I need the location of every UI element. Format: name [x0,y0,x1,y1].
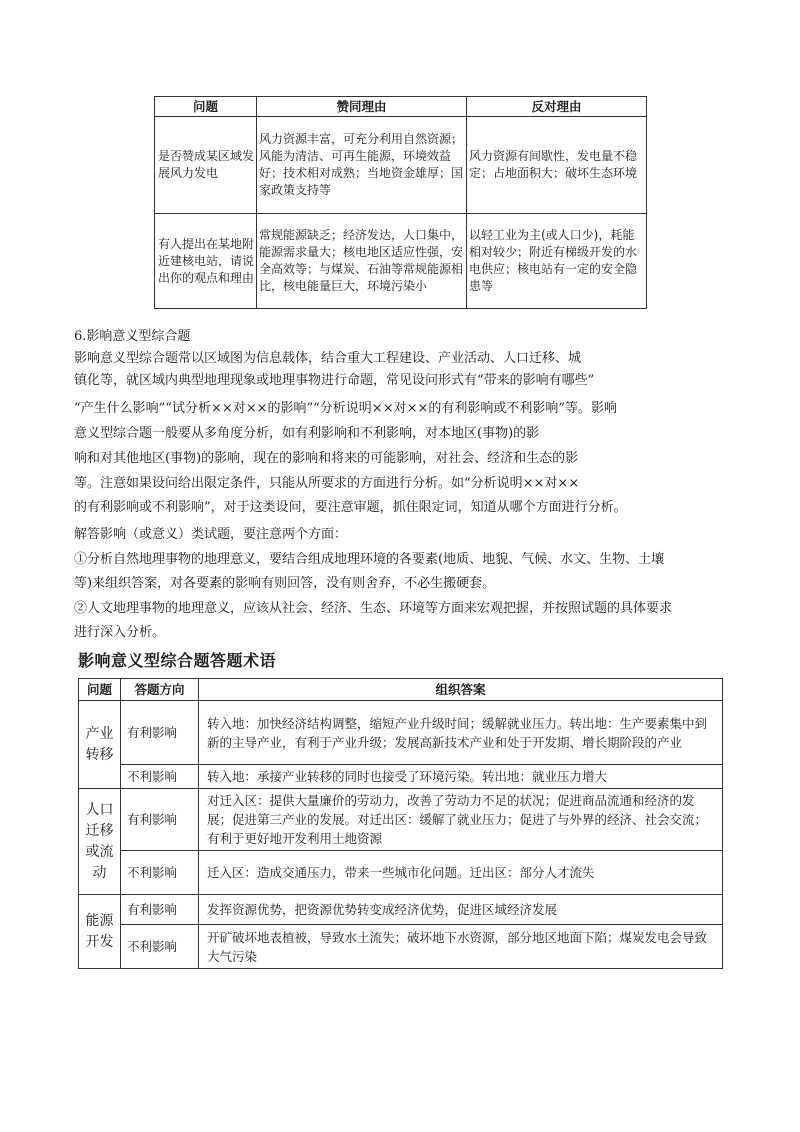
answer-cell: 开矿破坏地表植被，导致水土流失；破坏地下水资源，部分地区地面下陷；煤炭发电会导致大气污染 [199,925,723,969]
direction-cell: 不利影响 [121,851,199,895]
oppose-cell: 风力资源有间歇性，发电量不稳定；占地面积大；破坏生态环境 [467,117,647,214]
header-oppose: 反对理由 [467,97,647,117]
header-direction: 答题方向 [121,679,199,701]
paragraph-line: 镇化等，就区域内典型地理现象或地理事物进行命题，常见设问形式有“带来的影响有哪些” [74,373,595,388]
paragraph-line: 响和对其他地区(事物)的影响，现在的影响和将来的可能影响，对社会、经济和生态的影 [74,451,579,466]
paragraph-line: 等)来组织答案，对各要素的影响有则回答，没有则舍弃，不必生搬硬套。 [74,576,496,591]
table-row [155,214,647,309]
paragraph-line: 影响意义型综合题常以区域图为信息载体，结合重大工程建设、产业活动、人口迁移、城 [74,351,582,366]
table-row [79,701,723,765]
answer-cell: 发挥资源优势，把资源优势转变成经济优势，促进区域经济发展 [199,895,723,925]
paragraph-line: 意义型综合题一般要从多角度分析，如有利影响和不利影响，对本地区(事物)的影 [74,426,540,441]
wind-nuclear-table [154,96,647,309]
table-header-row [79,679,723,701]
answer-cell: 迁入区：造成交通压力，带来一些城市化问题。迁出区：部分人才流失 [199,851,723,895]
table-title: 影响意义型综合题答题术语 [78,651,277,670]
impact-terms-table [78,678,723,969]
header-support: 赞同理由 [257,97,467,117]
table-row [79,789,723,851]
paragraph-line: “产生什么影响”“试分析××对××的影响”“分析说明××对××的有利影响或不利影响”等。影响 [74,401,618,416]
section-heading: 6.影响意义型综合题 [74,329,191,344]
paragraph-line: 的有利影响或不利影响”，对于这类设问，要注意审题，抓住限定词，知道从哪个方面进行分析。 [74,500,627,515]
answer-cell: 转入地：承接产业转移的同时也接受了环境污染。转出地：就业压力增大 [199,765,723,789]
paragraph-line: ②人文地理事物的地理意义，应该从社会、经济、生态、环境等方面来宏观把握，并按照试题的具体要求 [74,601,673,616]
direction-cell: 有利影响 [121,701,199,765]
topic-industry-transfer: 产业转移 [79,701,121,789]
direction-cell: 不利影响 [121,925,199,969]
answer-cell: 对迁入区：提供大量廉价的劳动力，改善了劳动力不足的状况；促进商品流通和经济的发展；促进第三产业的发展。对迁出区：缓解了就业压力；促进了与外界的经济、社会交流；有利于更好地开发利用土地资源 [199,789,723,851]
direction-cell: 有利影响 [121,895,199,925]
paragraph-line: 等。注意如果设问给出限定条件，只能从所要求的方面进行分析。如“分析说明××对×× [74,476,580,491]
direction-cell: 不利影响 [121,765,199,789]
table-row [79,895,723,925]
paragraph-line: 解答影响（或意义）类试题，要注意两个方面： [74,527,348,542]
paragraph-line: ①分析自然地理事物的地理意义，要结合组成地理环境的各要素(地质、地貌、气候、水文、生物、土壤 [74,552,665,567]
table-header-row [155,97,647,117]
support-cell: 风力资源丰富，可充分利用自然资源；风能为清洁、可再生能源，环境效益好；技术相对成熟；当地资金雄厚；国家政策支持等 [257,117,467,214]
table-row [79,851,723,895]
answer-cell: 转入地：加快经济结构调整，缩短产业升级时间；缓解就业压力。转出地：生产要素集中到新的主导产业，有利于产业升级；发展高新技术产业和处于开发期、增长期阶段的产业 [199,701,723,765]
table-row [155,117,647,214]
support-cell: 常规能源缺乏；经济发达，人口集中，能源需求量大；核电地区适应性强，安全高效等；与煤炭、石油等常规能源相比，核电能量巨大，环境污染小 [257,214,467,309]
table-row [79,765,723,789]
question-cell: 有人提出在某地附近建核电站，请说出你的观点和理由 [155,214,257,309]
header-question: 问题 [155,97,257,117]
header-question: 问题 [79,679,121,701]
topic-energy-development: 能源开发 [79,895,121,969]
topic-population-migration: 人口迁移或流动 [79,789,121,895]
question-cell: 是否赞成某区域发展风力发电 [155,117,257,214]
table-row [79,925,723,969]
paragraph-line: 进行深入分析。 [74,625,166,640]
oppose-cell: 以轻工业为主(或人口少)，耗能相对较少；附近有梯级开发的水电供应；核电站有一定的安全隐患等 [467,214,647,309]
direction-cell: 有利影响 [121,789,199,851]
header-answer: 组织答案 [199,679,723,701]
